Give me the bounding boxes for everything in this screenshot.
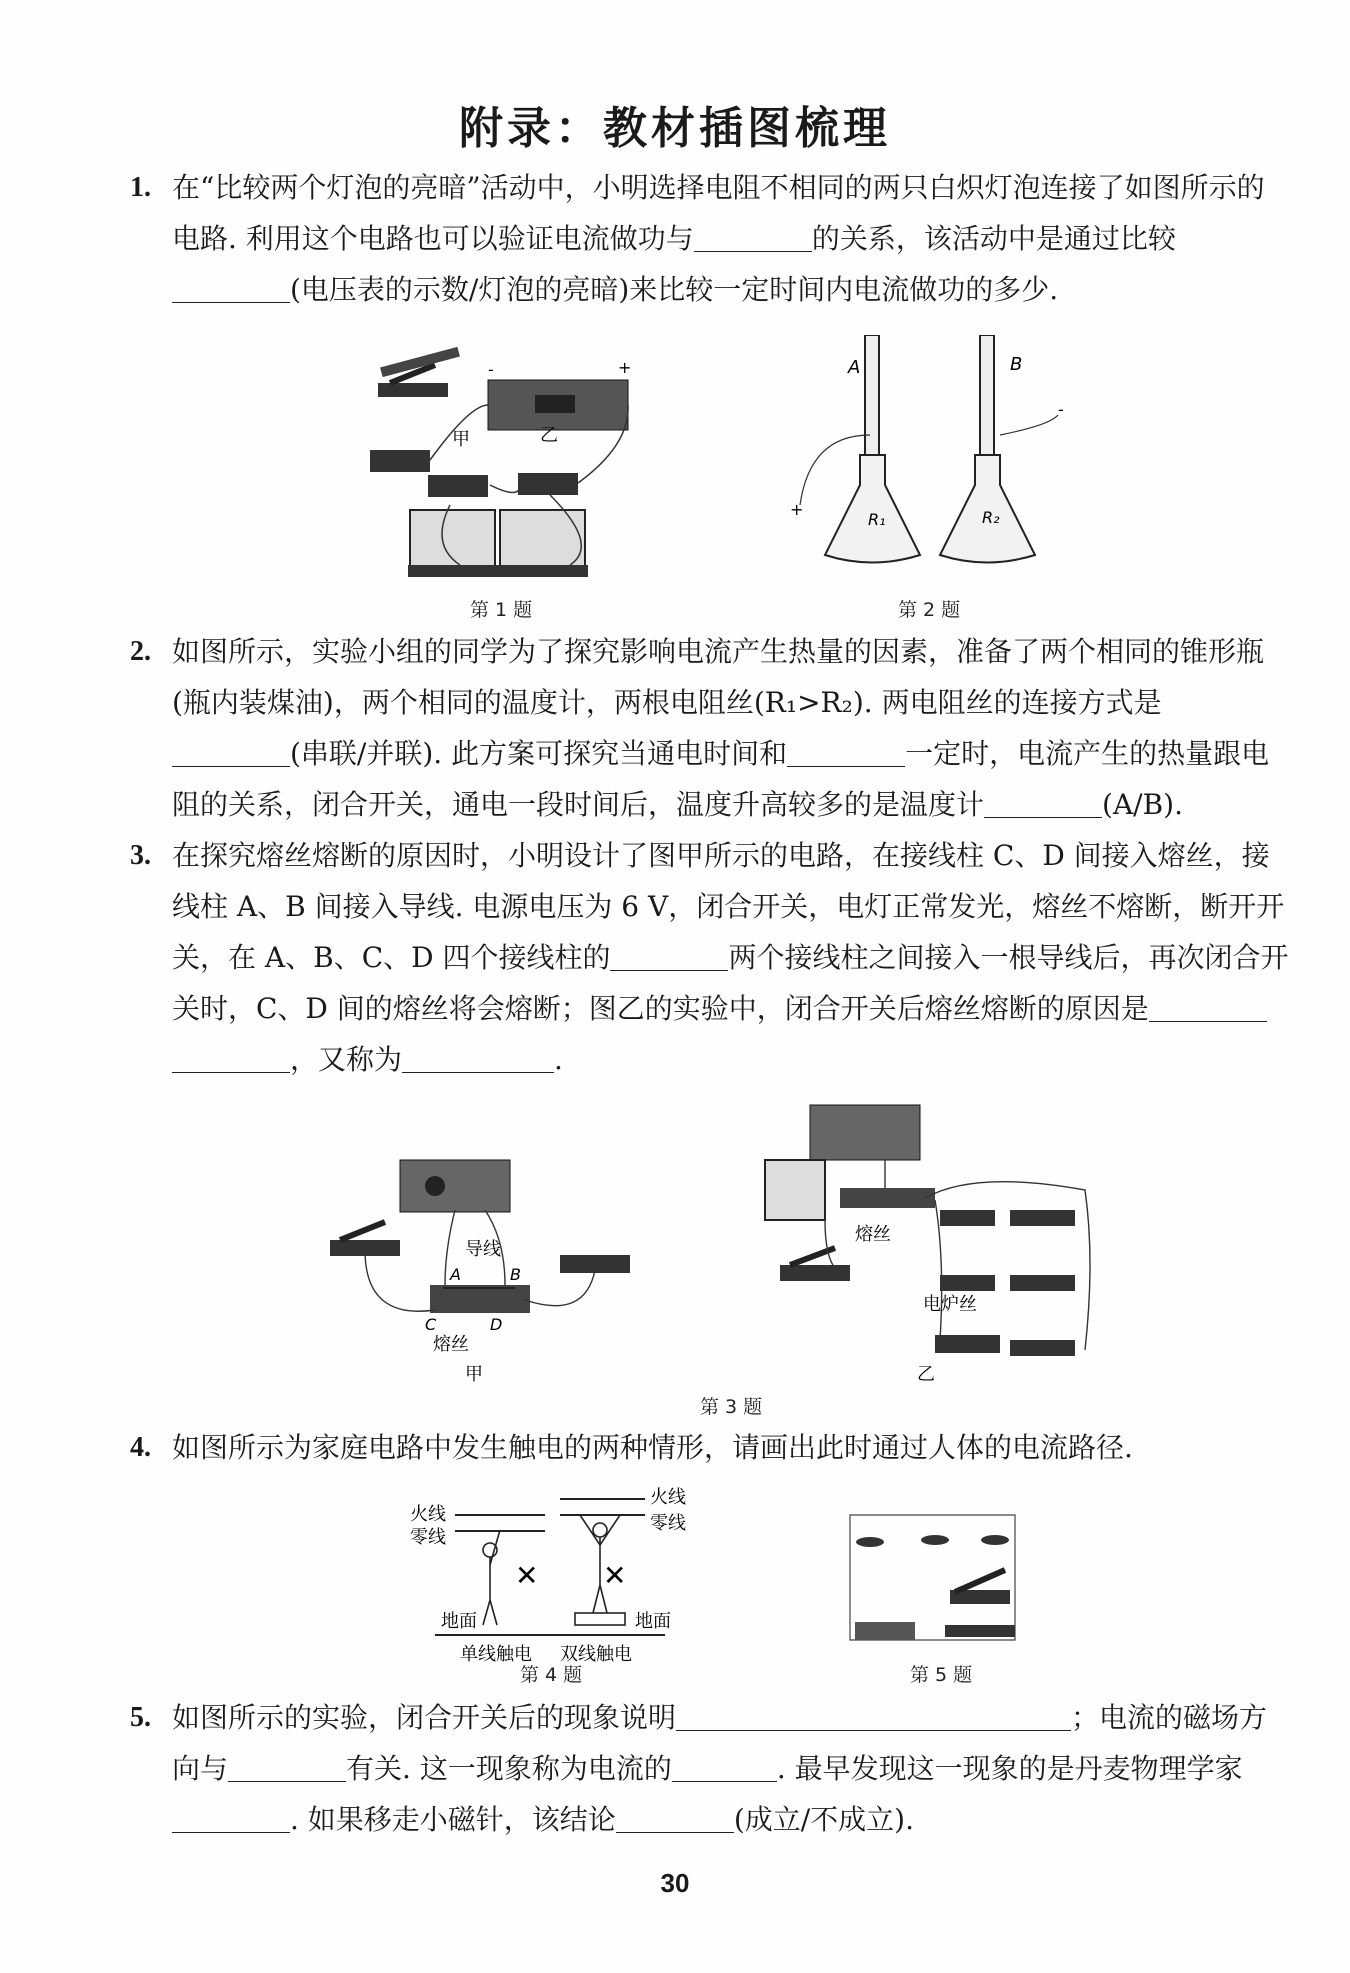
page-title: 附录：教材插图梳理 (459, 103, 891, 154)
plus-sign: + (618, 358, 632, 377)
label-yi: 乙 (540, 425, 558, 446)
question-text: 的关系，该活动中是通过比较 (811, 222, 1176, 255)
answer-blank[interactable] (610, 940, 728, 971)
label-b: B (1010, 354, 1023, 375)
answer-blank[interactable] (172, 736, 290, 767)
label-ground: 地面 (441, 1611, 477, 1632)
question-text: 在“比较两个灯泡的亮暗”活动中，小明选择电阻不相同的两只白炽灯泡连接了如图所示的电路. 利用这个电路也可以验证电流做功与 (172, 171, 1265, 255)
person (593, 1523, 607, 1537)
question-text: (电压表的示数/灯泡的亮暗)来比较一定时间内电流做功的多少. (290, 273, 1059, 306)
question-text: 有关. 这一现象称为电流的 (346, 1752, 672, 1785)
cross-mark: ✕ (515, 1559, 539, 1592)
question-text: (成立/不成立). (733, 1803, 914, 1836)
label-single-wire-shock: 单线触电 (460, 1644, 532, 1665)
question-text: . (554, 1043, 563, 1076)
answer-blank[interactable] (172, 1042, 290, 1073)
label-wire: 导线 (465, 1239, 501, 1260)
switch-base (378, 383, 448, 397)
figure-2-caption: 第 2 题 (898, 599, 961, 621)
label-r2: R₂ (982, 508, 1000, 527)
lamp-holder (940, 1275, 995, 1291)
power-supply (810, 1105, 920, 1160)
label-neutral-wire: 零线 (410, 1527, 446, 1548)
question-4 (130, 1422, 1290, 1473)
question-2 (130, 626, 1290, 830)
figure-5-oersted (845, 1510, 1035, 1650)
question-text: 在探究熔丝熔断的原因时，小明设计了图甲所示的电路，在接线柱 C、D 间接入熔丝，接线柱 A、B 间接入导线. 电源电压为 6 V，闭合开关，电灯正常发光，熔丝不熔断，断开开关，在 A、B、C、D 四个接线柱的 (172, 839, 1285, 974)
figure-3-caption: 第 3 题 (700, 1396, 763, 1418)
label-d: D (490, 1315, 503, 1334)
ammeter (765, 1160, 825, 1220)
figure-1-caption: 第 1 题 (470, 599, 533, 621)
figure-2-flasks (790, 335, 1070, 580)
compass-needle (981, 1535, 1009, 1545)
label-a: A (848, 357, 861, 378)
label-double-wire-shock: 双线触电 (560, 1644, 632, 1665)
answer-blank[interactable] (694, 221, 812, 252)
figure-1-circuit (370, 345, 670, 585)
terminal-board (430, 1285, 530, 1313)
answer-blank[interactable] (676, 1700, 1071, 1731)
thermometer-b (980, 335, 994, 455)
switch-base (1010, 1275, 1075, 1291)
question-number: 5. (130, 1702, 151, 1733)
label-b: B (510, 1265, 521, 1284)
fuse-board (840, 1188, 935, 1208)
question-number: 1. (130, 172, 151, 203)
figure-3-fuse-circuits (325, 1100, 1125, 1385)
plus-sign: + (790, 500, 804, 519)
label-fuse-right: 熔丝 (855, 1224, 891, 1245)
label-live-wire-right: 火线 (650, 1487, 686, 1508)
question-3 (130, 830, 1290, 1085)
question-text: (串联/并联). 此方案可探究当通电时间和 (290, 737, 788, 770)
question-text: (A/B). (1102, 788, 1183, 821)
label-ground-right: 地面 (635, 1611, 671, 1632)
question-text: . 如果移走小磁针，该结论 (290, 1803, 616, 1836)
label-a: A (450, 1265, 461, 1284)
label-r1: R₁ (868, 510, 886, 529)
lamp-holder (370, 450, 430, 472)
label-jia: 甲 (452, 429, 470, 450)
answer-blank[interactable] (984, 787, 1102, 818)
question-text: . 最早发现这一现象的是丹麦物理学家 (776, 1752, 1243, 1785)
label-neutral-wire-right: 零线 (650, 1513, 686, 1534)
question-text: ；电流的磁场方向与 (172, 1701, 1268, 1785)
answer-blank[interactable] (616, 1802, 734, 1833)
insulating-stool (575, 1613, 625, 1625)
question-5 (130, 1692, 1290, 1845)
question-text: ，又称为 (290, 1043, 403, 1076)
question-text: 如图所示为家庭电路中发生触电的两种情形，请画出此时通过人体的电流路径. (172, 1431, 1133, 1464)
answer-blank[interactable] (172, 1802, 290, 1833)
lamp-holder (518, 473, 578, 495)
question-number: 2. (130, 636, 151, 667)
label-fuse: 熔丝 (433, 1334, 469, 1355)
answer-blank[interactable] (672, 1751, 777, 1782)
answer-blank[interactable] (172, 272, 290, 303)
label-yi: 乙 (917, 1364, 935, 1385)
figure-5-caption: 第 5 题 (910, 1664, 973, 1686)
answer-blank[interactable] (402, 1042, 554, 1073)
figure-4-electric-shock (405, 1485, 705, 1665)
question-number: 4. (130, 1432, 151, 1463)
switch-base (1010, 1210, 1075, 1226)
label-live-wire: 火线 (410, 1504, 446, 1525)
thermometer-a (865, 335, 879, 455)
question-text: 一定时，电流产生的热量跟电阻的关系，闭合开关，通电一段时间后，温度升高较多的是温度计 (172, 737, 1270, 821)
answer-blank[interactable] (228, 1751, 346, 1782)
label-stove-wire: 电炉丝 (923, 1294, 977, 1315)
battery (855, 1622, 915, 1640)
lamp-holder (940, 1210, 995, 1226)
question-text: 如图所示，实验小组的同学为了探究影响电流产生热量的因素，准备了两个相同的锥形瓶(瓶内装煤油)，两个相同的温度计，两根电阻丝(R₁>R₂). 两电阻丝的连接方式是 (172, 635, 1265, 719)
question-1 (130, 162, 1290, 315)
minus-sign: - (1058, 400, 1064, 419)
question-text: 两个接线柱之间接入一根导线后，再次闭合开关时，C、D 间的熔丝将会熔断；图乙的实验中，闭合开关后熔丝熔断的原因是 (172, 941, 1289, 1025)
switch-base (1010, 1340, 1075, 1356)
figure-4-caption: 第 4 题 (520, 1664, 583, 1686)
compass-needle (921, 1535, 949, 1545)
minus-sign: - (488, 360, 494, 379)
answer-blank[interactable] (787, 736, 905, 767)
label-c: C (425, 1315, 437, 1334)
label-jia: 甲 (465, 1364, 483, 1385)
answer-blank[interactable] (1149, 991, 1267, 1022)
question-text: 如图所示的实验，闭合开关后的现象说明 (172, 1701, 677, 1734)
question-number: 3. (130, 840, 151, 871)
cross-mark: ✕ (603, 1559, 627, 1592)
power-supply (400, 1160, 510, 1212)
compass-needle (856, 1537, 884, 1547)
lamp-holder (428, 475, 488, 497)
page-number: 30 (660, 1868, 690, 1898)
flask-a (825, 455, 920, 563)
stove-wire-holder (935, 1335, 1000, 1353)
